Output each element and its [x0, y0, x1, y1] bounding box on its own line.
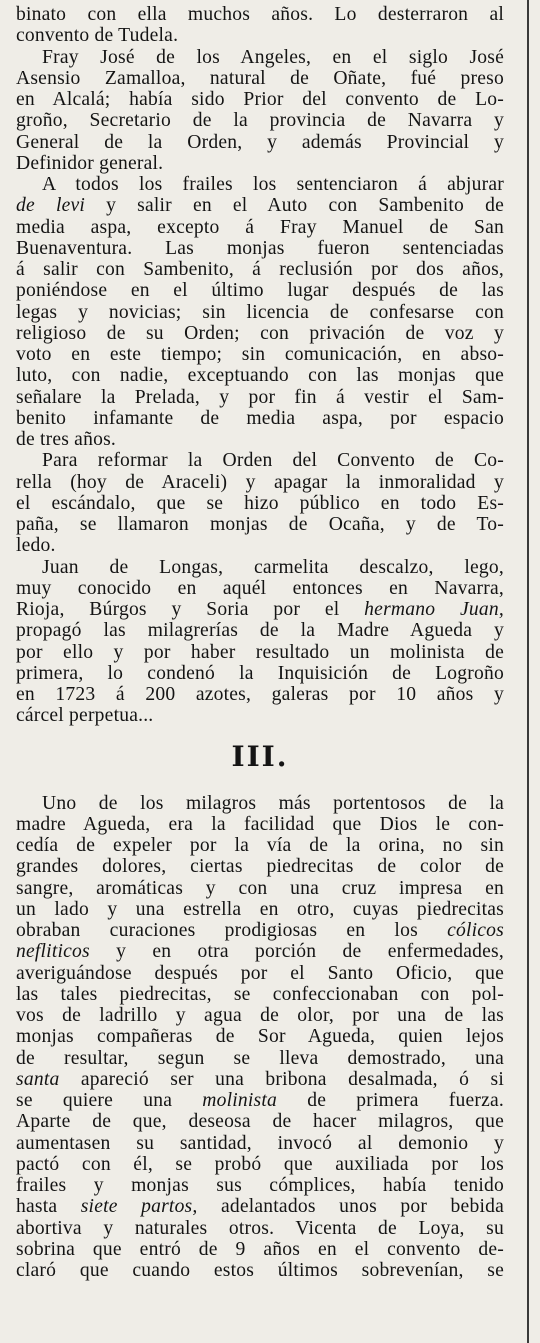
text-fragment: y salir en el Auto con Sambenito de	[85, 195, 504, 217]
text-line: media aspa, excepto á Fray Manuel de San	[16, 216, 504, 238]
text-line: Aparte de que, deseosa de hacer milagros, que	[16, 1111, 504, 1133]
text-line: en 1723 á 200 azotes, galeras por 10 años y	[16, 684, 504, 705]
text-line: el escándalo, que se hizo público en todo Es-	[16, 492, 504, 514]
text-line: pactó con él, se probó que auxiliada por los	[16, 1153, 504, 1175]
text-line: sobrina que entró de 9 años en el convento de-	[16, 1238, 504, 1260]
italic-phrase: santa	[16, 1068, 60, 1090]
text-fragment: hasta	[16, 1196, 58, 1218]
italic-phrase: cólicos	[447, 920, 504, 941]
italic-phrase: molinista	[202, 1090, 278, 1111]
text-line: Uno de los milagros más portentosos de la	[42, 792, 504, 814]
text-line: convento de Tudela.	[16, 25, 179, 47]
text-line: voto en este tiempo; sin comunicación, en abso-	[16, 344, 504, 365]
text-line: de resultar, segun se lleva demostrado, una	[16, 1047, 504, 1069]
text-line: frailes y monjas sus cómplices, había tenido	[16, 1175, 504, 1196]
text-fragment: Rioja, Búrgos y Soria por el	[16, 599, 340, 620]
text-line: Juan de Longas, carmelita descalzo, lego,	[42, 556, 504, 578]
text-line: en Alcalá; había sido Prior del convento de Lo-	[16, 89, 504, 110]
text-line: un lado y una estrella en otro, cuyas piedrecitas	[16, 898, 504, 920]
italic-phrase: nefliticos	[16, 941, 90, 963]
text-line: sangre, aromáticas y con una cruz impresa en	[16, 877, 504, 899]
text-line: muy conocido en aquél entonces en Navarra,	[16, 577, 504, 599]
italic-phrase: hermano Juan,	[364, 599, 504, 620]
text-fragment: de primera fuerza.	[307, 1090, 504, 1111]
text-line: averiguándose después por el Santo Oficio, que	[16, 962, 504, 984]
text-line: grandes dolores, ciertas piedrecitas de color de	[16, 856, 504, 878]
text-line	[16, 920, 504, 941]
text-line: abortiva y naturales otros. Vicenta de Loya, su	[16, 1217, 504, 1239]
text-line	[16, 599, 504, 620]
text-line: Fray José de los Angeles, en el siglo José	[42, 46, 504, 68]
text-line: cedía de expeler por la vía de la orina, no sin	[16, 835, 504, 856]
italic-phrase: de levi	[16, 195, 86, 217]
text-fragment: y en otra porción de enfermedades,	[116, 941, 504, 963]
text-line: A todos los frailes los sentenciaron á abjurar	[42, 174, 504, 195]
text-line: vos de ladrillo y agua de olor, por una de las	[16, 1005, 504, 1026]
text-line: Para reformar la Orden del Convento de Co-	[42, 450, 504, 472]
italic-phrase: siete partos,	[80, 1196, 198, 1218]
text-fragment: se quiere una	[16, 1090, 173, 1111]
section-heading: III.	[231, 739, 289, 773]
text-line: por ello y por haber resultado un molinista de	[16, 641, 504, 663]
text-line: rella (hoy de Araceli) y apagar la inmoralidad y	[16, 471, 504, 493]
text-line: binato con ella muchos años. Lo desterraron al	[16, 4, 504, 25]
text-line: claró que cuando estos últimos sobrevenían, se	[16, 1260, 504, 1281]
text-column	[16, 4, 504, 1281]
column-rule	[527, 0, 529, 1343]
text-line: de tres años.	[16, 429, 116, 450]
text-line: legas y novicias; sin licencia de confesarse con	[16, 301, 504, 323]
text-line	[16, 1069, 504, 1090]
text-line: Definidor general.	[16, 152, 164, 174]
text-line: General de la Orden, y además Provincial y	[16, 131, 504, 153]
text-line	[16, 1196, 504, 1217]
text-line: Buenaventura. Las monjas fueron sentenciadas	[16, 237, 504, 259]
text-line: cárcel perpetua...	[16, 705, 154, 727]
text-line: monjas compañeras de Sor Agueda, quien lejos	[16, 1026, 504, 1048]
text-line: madre Agueda, era la facilidad que Dios le con-	[16, 813, 504, 835]
text-line	[16, 941, 504, 962]
text-line: poniéndose en el último lugar después de las	[16, 280, 504, 302]
text-line: primera, lo condenó la Inquisición de Logroño	[16, 662, 504, 684]
text-fragment: adelantados unos por bebida	[220, 1196, 504, 1218]
text-line: Asensio Zamalloa, natural de Oñate, fué preso	[16, 67, 504, 89]
text-line: benito infamante de media aspa, por espacio	[16, 407, 504, 429]
text-line: groño, Secretario de la provincia de Navarra y	[16, 110, 504, 132]
text-line: luto, con nadie, exceptuando con las monjas que	[16, 365, 504, 387]
text-fragment: obraban curaciones prodigiosas en los	[16, 920, 418, 941]
text-line: señalare la Prelada, y por fin á vestir el Sam-	[16, 386, 504, 408]
text-line: propagó las milagrerías de la Madre Agueda y	[16, 620, 504, 642]
text-line: las tales piedrecitas, se confeccionaban con pol-	[16, 983, 504, 1005]
text-fragment: apareció ser una bribona desalmada, ó si	[80, 1068, 504, 1090]
text-line	[16, 195, 504, 216]
text-line: paña, se llamaron monjas de Ocaña, y de To-	[16, 514, 504, 535]
text-line: religioso de su Orden; con privación de voz y	[16, 322, 504, 344]
text-line: aumentasen su santidad, invocó al demonio y	[16, 1132, 504, 1154]
text-line: ledo.	[16, 535, 56, 557]
text-line: á salir con Sambenito, á reclusión por dos años,	[16, 259, 504, 280]
text-line	[16, 1090, 504, 1111]
